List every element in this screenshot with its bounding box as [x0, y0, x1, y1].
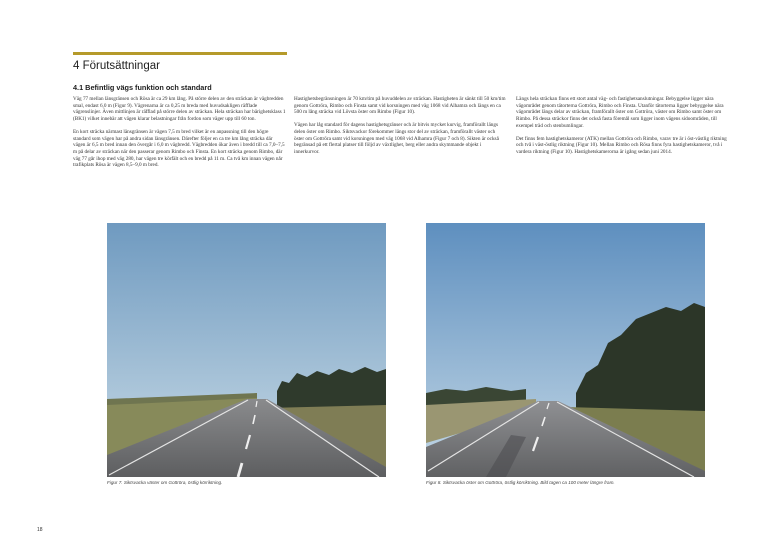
text-column-2: [294, 96, 506, 162]
paragraph: En kort sträcka närmast länsgränsen är vägen 7,5 m bred vilket är en anpassning till den högre standard som vägen har på andra sidan länsgränsen. Därefter följer en ca tre km lång sträcka där vägen är 6,5 m bred innan den övergår i 6,0 m vägbredd. Vägbredden ökar även i bredd till ca 7,0–7,5 m på delar av sträckan när den passerar genom Rimbo och Finsta. En kort sträcka genom Rimbo, där väg 77 går ihop med väg 280, har vägen tre körfält och en bredd på 11 m. Ca två km innan vägen når trafikplats Rösa är vägen 8,5–9,0 m bred.: [73, 129, 285, 169]
text-column-1: [73, 96, 286, 176]
figure-8-photo: [426, 223, 705, 477]
accent-rule: [73, 52, 287, 55]
paragraph: Längs hela sträckan finns ett stort antal väg- och fastighetsanslutningar. Bebyggelse ligger nära vägområdet genom tätorterna Gottröra, Rimbo och Finsta. Utanför tätorterna ligger bebyggelse nära vägområdet längs delar av sträckan, framförallt öster om Gottröra, väster om Rimbo samt öster om Rimbo. På dessa sträckor finns det också fasta föremål som ligger inom vägens sidoområden, till exempel träd och stenbumlingar.: [516, 96, 724, 129]
paragraph: Vägen har låg standard för dagens hastighetsgränser och är bitvis mycket kurvig, framförallt längs delen öster om Rimbo. Siktsvackor förekommer längs stor del av sträckan, framförallt väster och öster om Gottröra samt vid korsningen med väg 1068 vid Alhamra (Figur 7 och 8). Sikten är också begränsad på ett flertal platser till följd av växtlighet, berg eller andra skymmande objekt i innerkurvor.: [294, 122, 499, 156]
paragraph: Hastighetsbegränsningen är 70 km/tim på huvuddelen av sträckan. Hastigheten är sänkt till 50 km/tim genom Gottröra, Rimbo och Finsta samt vid korsningen med väg 1068 vid Alhamra och längs en ca 500 m lång sträcka vid Lövsta öster om Rimbo (Figur 10).: [294, 96, 506, 116]
page-number: 18: [37, 527, 43, 533]
text-column-3: [516, 96, 729, 162]
section-title: 4.1 Befintlig vägs funktion och standard: [73, 83, 212, 92]
chapter-title: 4 Förutsättningar: [73, 60, 160, 72]
figure-8-caption: Figur 8. Siktsvacka öster om Gottröra, östlig körriktning. Bild tagen ca 100 meter längre fram.: [426, 480, 615, 485]
paragraph: Väg 77 mellan länsgränsen och Rösa är ca 29 km lång. På större delen av den sträckan är vägbredden smal, endast 6,0 m (Figur 9). Vägrenarna är ca 0,25 m breda med huvudsakligen räfflade vägrenslinjer. Även mittlinjen är räfflad på större delen av sträckan. Hela sträckan har bärighetsklass 1 (BK1) vilket innebär att vägen klarar belastningar från fordon som väger upp till 60 ton.: [73, 96, 286, 122]
figure-7-caption: Figur 7. Siktsvacka väster om Gottröra, östlig körriktning.: [107, 480, 223, 485]
paragraph: Det finns fem hastighetskameror (ATK) mellan Gottröra och Rimbo, varav tre är i öst-västlig riktning och två i väst-östlig riktning (Figur 10). Mellan Rimbo och Rösa finns fyra hastighetskameror, två i vardera riktning (Figur 10). Hastighetskamerorna är igång sedan juni 2014.: [516, 135, 727, 156]
figure-7-photo: [107, 223, 386, 477]
